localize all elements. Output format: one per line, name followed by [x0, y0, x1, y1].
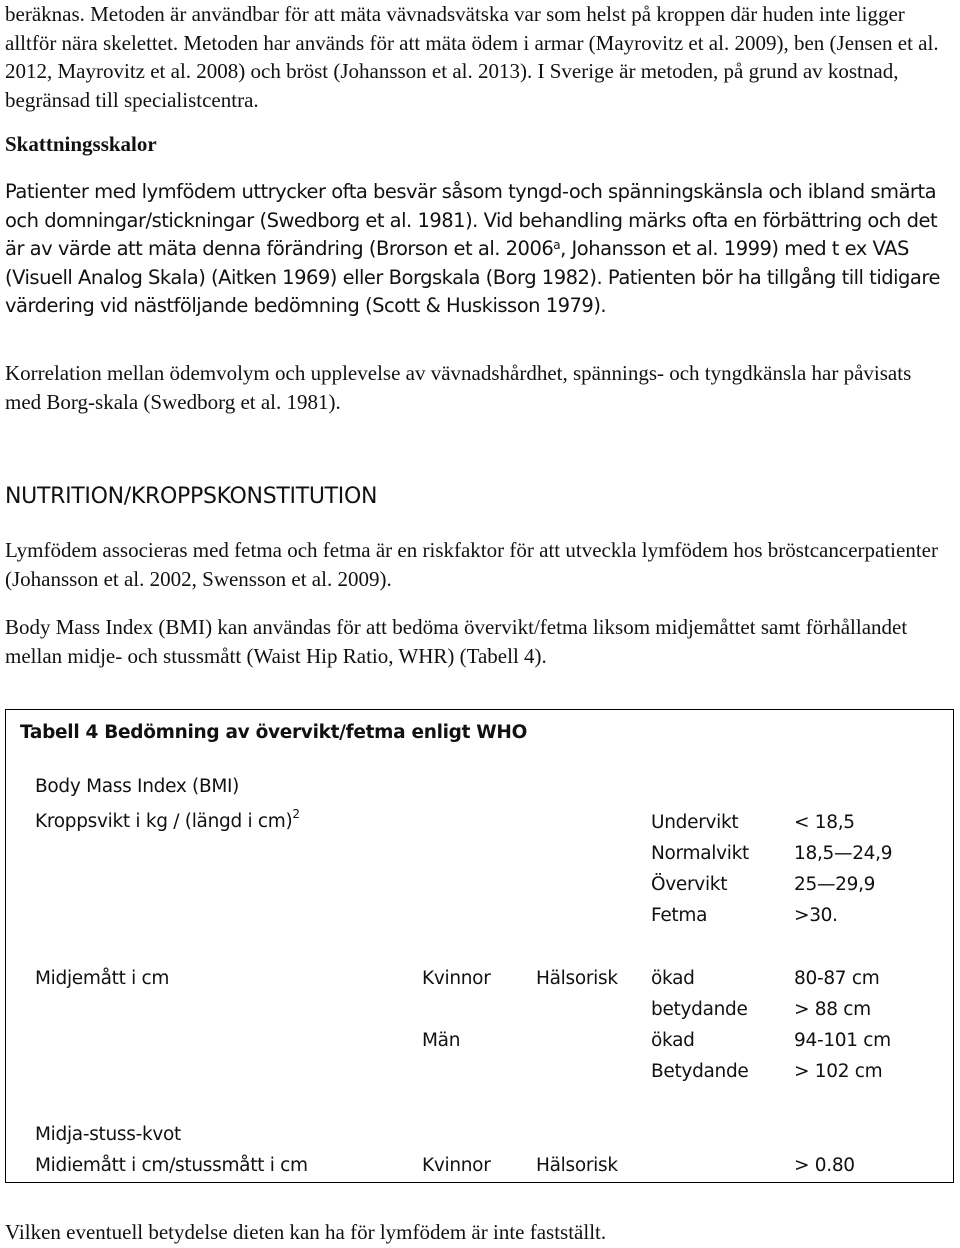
section-heading-nutrition: NUTRITION/KROPPSKONSTITUTION [5, 484, 378, 509]
paragraph-part-a: Patienter med lymfödem uttrycker ofta besvär såsom tyngd-och spänningskänsla och ibland smärta och domningar/stickningar (Swedborg et al. 1981). Vid behandling märks ofta en förbättring och det är av värde att mäta denna förändring (Brorson et al. 2006 [5, 180, 938, 260]
skattningsskalor-paragraph [5, 178, 950, 321]
ratio-label: Midja-stuss-kvot [35, 1124, 182, 1145]
waist-men-label: Män [422, 1030, 461, 1051]
ratio-value: > 0.80 [794, 1155, 855, 1176]
bmi-paragraph: Body Mass Index (BMI) kan användas för att bedöma övervikt/fetma liksom midjemåttet samt förhållandet mellan midje- och stussmått (Waist Hip Ratio, WHR) (Tabell 4). [5, 615, 908, 668]
bmi-category: Övervikt [651, 874, 728, 895]
waist-value: > 88 cm [794, 999, 871, 1020]
section-heading-skattningsskalor: Skattningsskalor [5, 132, 157, 156]
waist-value: 94-101 cm [794, 1030, 891, 1051]
waist-women-label: Kvinnor [422, 968, 491, 989]
bmi-formula [35, 807, 300, 832]
ratio-formula: Midiemått i cm/stussmått i cm [35, 1155, 308, 1176]
table-title: Tabell 4 Bedömning av övervikt/fetma enligt WHO [20, 722, 527, 743]
waist-label: Midjemått i cm [35, 968, 170, 989]
correlation-paragraph: Korrelation mellan ödemvolym och upplevelse av vävnadshårdhet, spännings- och tyngdkänsla har påvisats med Borg-skala (Swedborg et al. 1981). [5, 361, 912, 414]
waist-risk-label: Hälsorisk [536, 968, 618, 989]
bmi-value: < 18,5 [794, 812, 855, 833]
waist-level: ökad [651, 1030, 695, 1051]
bmi-value: 25—29,9 [794, 874, 876, 895]
bmi-value: >30. [794, 905, 838, 926]
who-table [5, 709, 954, 1183]
waist-value: > 102 cm [794, 1061, 883, 1082]
ratio-women-label: Kvinnor [422, 1155, 491, 1176]
bmi-value: 18,5—24,9 [794, 843, 893, 864]
bmi-formula-text: Kroppsvikt i kg / (längd i cm) [35, 811, 293, 832]
bmi-formula-superscript: 2 [292, 807, 300, 821]
intro-paragraph: beräknas. Metoden är användbar för att mäta vävnadsvätska var som helst på kroppen där huden inte ligger alltför nära skelettet. Metoden har används för att mäta ödem i armar (Mayrovitz et al. 2009), ben (Jensen et al. 2012, Mayrovitz et al. 2008) och bröst (Johansson et al. 2013). I Sverige är metoden, på grund av kostnad, begränsad till specialistcentra. [5, 2, 939, 112]
nutrition-paragraph: Lymfödem associeras med fetma och fetma är en riskfaktor för att utveckla lymfödem hos bröstcancerpatienter (Johansson et al. 2002, Swensson et al. 2009). [5, 538, 938, 591]
bmi-category: Normalvikt [651, 843, 749, 864]
paragraph-part-b: , Johansson et al. 1999) med t ex VAS (Visuell Analog Skala) (Aitken 1969) eller Borgskala (Borg 1982). Patienten bör ha tillgång till tidigare värdering vid nästföljande bedömning (Scott & Huskisson 1979). [5, 237, 940, 317]
bmi-category: Fetma [651, 905, 708, 926]
waist-level: Betydande [651, 1061, 749, 1082]
closing-sentence: Vilken eventuell betydelse dieten kan ha för lymfödem är inte fastställt. [5, 1220, 607, 1244]
superscript-a: a [553, 238, 561, 252]
waist-value: 80-87 cm [794, 968, 880, 989]
waist-level: ökad [651, 968, 695, 989]
ratio-risk-label: Hälsorisk [536, 1155, 618, 1176]
bmi-label: Body Mass Index (BMI) [35, 776, 240, 797]
bmi-category: Undervikt [651, 812, 739, 833]
waist-level: betydande [651, 999, 748, 1020]
